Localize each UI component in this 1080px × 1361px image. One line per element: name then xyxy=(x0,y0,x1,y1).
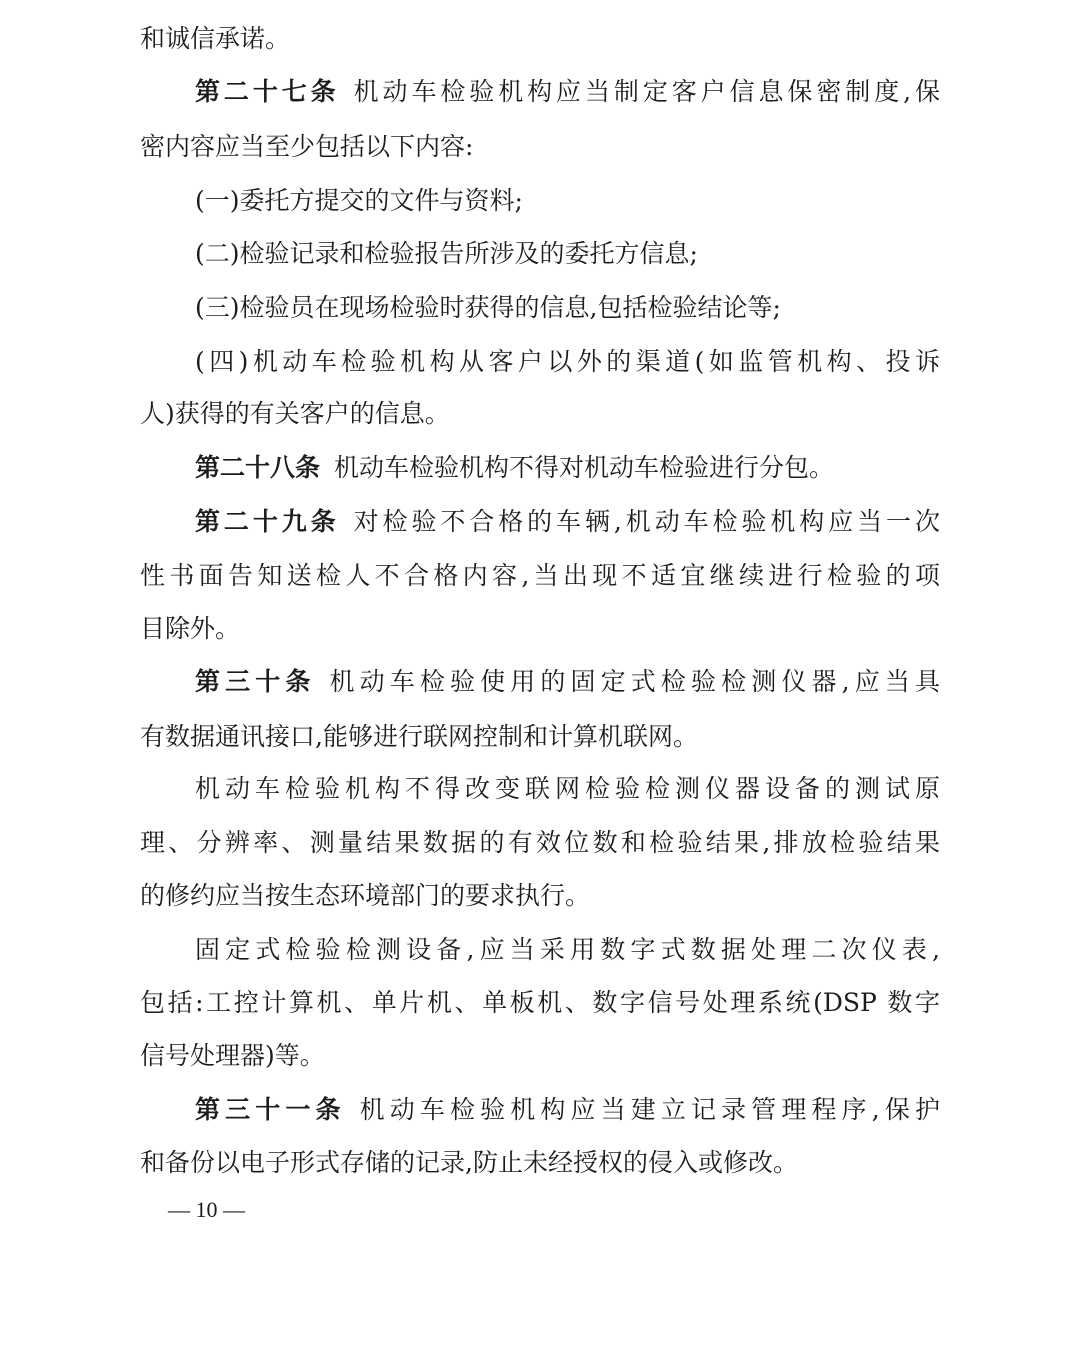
paragraph-line xyxy=(140,556,940,596)
article-31-line xyxy=(195,1090,940,1130)
article-30-heading: 第三十条 xyxy=(195,667,316,696)
paragraph-line xyxy=(140,1143,940,1183)
line-text: 信号处理器)等。 xyxy=(140,1041,325,1070)
list-item-1 xyxy=(195,181,940,221)
line-text: 性书面告知送检人不合格内容,当出现不适宜继续进行检验的项 xyxy=(140,561,940,590)
paragraph-line xyxy=(140,609,940,649)
line-text: 密内容应当至少包括以下内容: xyxy=(140,132,474,161)
line-text: 机动车检验机构不得对机动车检验进行分包。 xyxy=(334,453,835,482)
line-text: 和诚信承诺。 xyxy=(140,24,291,53)
line-text: 机动车检验机构应当制定客户信息保密制度,保 xyxy=(353,77,940,106)
paragraph-line xyxy=(140,127,940,167)
line-text: 的修约应当按生态环境部门的要求执行。 xyxy=(140,881,591,910)
line-text: (二)检验记录和检验报告所涉及的委托方信息; xyxy=(195,239,698,268)
line-text: 机动车检验机构不得改变联网检验检测仪器设备的测试原 xyxy=(195,774,940,803)
article-27-heading: 第二十七条 xyxy=(195,77,340,106)
paragraph-line xyxy=(195,769,940,809)
article-28-line xyxy=(195,448,940,488)
line-text: 人)获得的有关客户的信息。 xyxy=(140,399,450,428)
line-text: (三)检验员在现场检验时获得的信息,包括检验结论等; xyxy=(195,293,781,322)
line-text: 包括:工控计算机、单片机、单板机、数字信号处理系统(DSP 数字 xyxy=(140,988,940,1017)
list-item-2 xyxy=(195,234,940,274)
paragraph-line xyxy=(140,19,940,59)
list-item-3 xyxy=(195,288,940,328)
list-item-4 xyxy=(195,342,940,382)
paragraph-line xyxy=(140,717,940,757)
line-text: 理、分辨率、测量结果数据的有效位数和检验结果,排放检验结果 xyxy=(140,828,940,857)
paragraph-line xyxy=(195,930,940,970)
paragraph-line xyxy=(140,823,940,863)
line-text: (一)委托方提交的文件与资料; xyxy=(195,186,523,215)
article-31-heading: 第三十一条 xyxy=(195,1095,346,1124)
line-text: (四)机动车检验机构从客户以外的渠道(如监管机构、投诉 xyxy=(195,347,940,376)
line-text: 机动车检验机构应当建立记录管理程序,保护 xyxy=(359,1095,940,1124)
line-text: 和备份以电子形式存储的记录,防止未经授权的侵入或修改。 xyxy=(140,1148,798,1177)
paragraph-line xyxy=(140,876,940,916)
article-30-line xyxy=(195,662,940,702)
line-text: 目除外。 xyxy=(140,614,241,643)
line-text: 有数据通讯接口,能够进行联网控制和计算机联网。 xyxy=(140,722,698,751)
line-text: 固定式检验检测设备,应当采用数字式数据处理二次仪表, xyxy=(195,935,940,964)
line-text: 机动车检验使用的固定式检验检测仪器,应当具 xyxy=(329,667,940,696)
page-number: — 10 — xyxy=(168,1197,245,1222)
paragraph-line xyxy=(140,394,940,434)
line-text: 对检验不合格的车辆,机动车检验机构应当一次 xyxy=(353,507,940,536)
article-27-line xyxy=(195,72,940,112)
article-29-heading: 第二十九条 xyxy=(195,507,340,536)
article-29-line xyxy=(195,502,940,542)
article-28-heading: 第二十八条 xyxy=(195,453,321,482)
paragraph-line xyxy=(140,983,940,1023)
paragraph-line xyxy=(140,1036,940,1076)
